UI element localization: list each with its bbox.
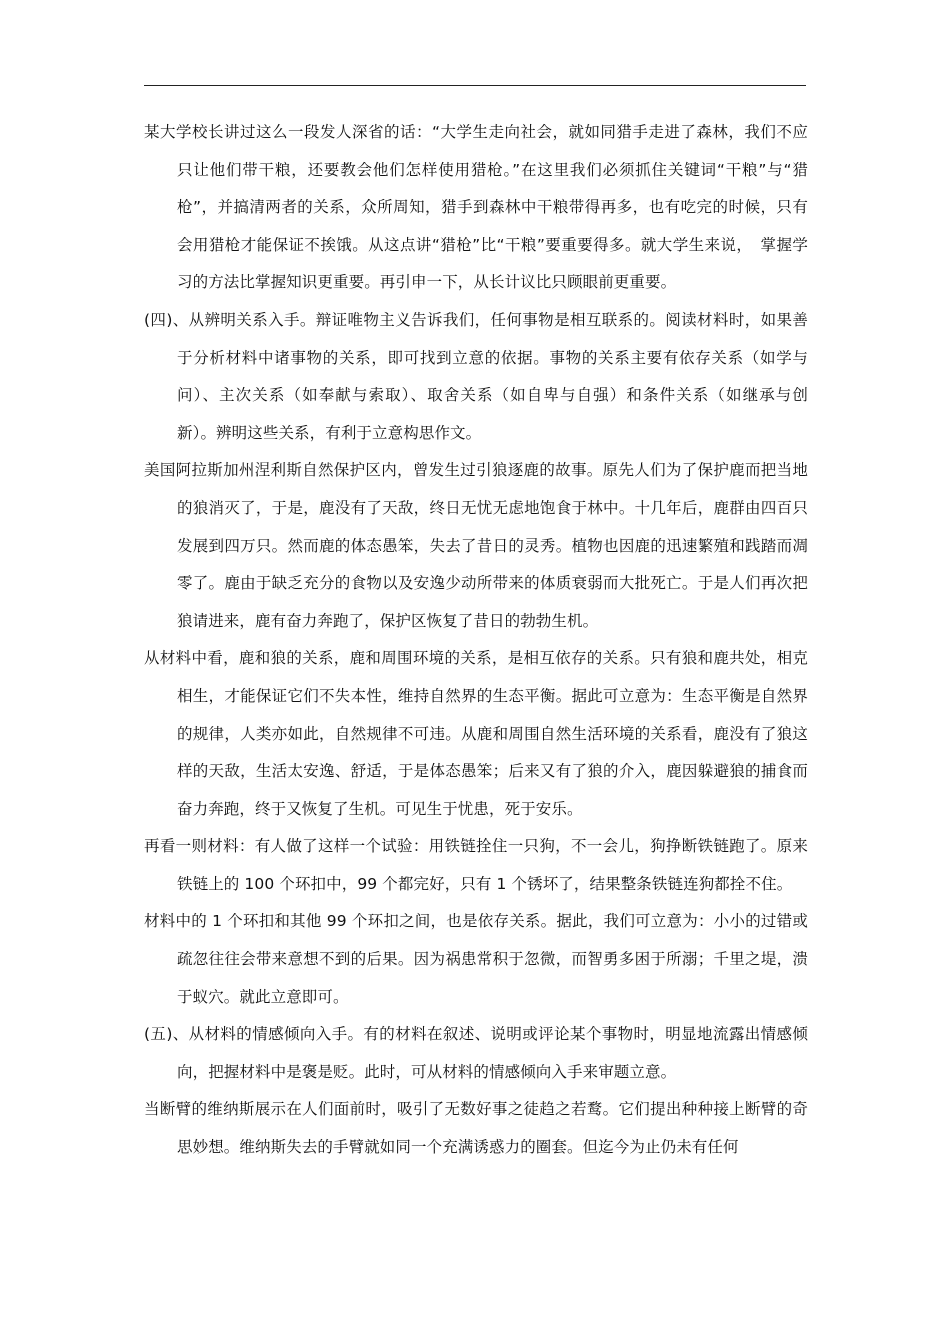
paragraph-wolf-deer-analysis: 从材料中看，鹿和狼的关系，鹿和周围环境的关系，是相互依存的关系。只有狼和鹿共处，相克相生，才能保证它们不失本性，维持自然界的生态平衡。据此可立意为：生态平衡是自然界的规律，人类亦如此，自然规律不可违。从鹿和周围自然生活环境的关系看，鹿没有了狼这样的天敌，生活太安逸、舒适，于是体态愚笨；后来又有了狼的介入，鹿因躲避狼的捕食而奋力奔跑，终于又恢复了生机。可见生于忧患，死于安乐。 — [144, 649, 808, 818]
paragraph-wolf-deer-story: 美国阿拉斯加州涅利斯自然保护区内，曾发生过引狼逐鹿的故事。原先人们为了保护鹿而把当地的狼消灭了，于是，鹿没有了天敌，终日无忧无虑地饱食于林中。十几年后，鹿群由四百只发展到四万只。然而鹿的体态愚笨，失去了昔日的灵秀。植物也因鹿的迅速繁殖和践踏而凋零了。鹿由于缺乏充分的食物以及安逸少动所带来的体质衰弱而大批死亡。于是人们再次把狼请进来，鹿有奋力奔跑了，保护区恢复了昔日的勃勃生机。 — [144, 461, 808, 630]
document-body — [144, 114, 824, 1167]
paragraph-hunter-analogy: 某大学校长讲过这么一段发人深省的话：“大学生走向社会，就如同猎手走进了森林，我们不应 只让他们带干粮，还要教会他们怎样使用猎枪。”在这里我们必须抓住关键词“干粮”与“猎枪”，并搞清两者的关系，众所周知，猎手到森林中干粮带得再多，也有吃完的时候，只有会用猎枪才能保证不挨饿。从这点讲“猎枪”比“干粮”要重要得多。就大学生来说， 掌握学习的方法比掌握知识更重要。再引申一下，从长计议比只顾眼前更重要。 — [144, 123, 824, 292]
paragraph-chain-analysis: 材料中的 1 个环扣和其他 99 个环扣之间，也是依存关系。据此，我们可立意为：小小的过错或疏忽往往会带来意想不到的后果。因为祸患常积于忽微，而智勇多困于所溺；千里之堤，溃于蚁穴。就此立意即可。 — [144, 912, 808, 1006]
paragraph-venus-material: 当断臂的维纳斯展示在人们面前时，吸引了无数好事之徒趋之若鹜。它们提出种种接上断臂的奇思妙想。维纳斯失去的手臂就如同一个充满诱惑力的圈套。但迄今为止仍未有任何 — [144, 1100, 808, 1157]
paragraph-chain-experiment: 再看一则材料：有人做了这样一个试验：用铁链拴住一只狗，不一会儿，狗挣断铁链跑了。原来铁链上的 100 个环扣中，99 个都完好，只有 1 个锈坏了，结果整条铁链连狗都拴不住。 — [144, 837, 808, 893]
header-rule — [144, 85, 806, 86]
paragraph-section-five-emotion: (五)、从材料的情感倾向入手。有的材料在叙述、说明或评论某个事物时，明显地流露出情感倾向，把握材料中是褒是贬。此时，可从材料的情感倾向入手来审题立意。 — [144, 1025, 808, 1081]
paragraph-section-four-relations: (四)、从辨明关系入手。辩证唯物主义告诉我们，任何事物是相互联系的。阅读材料时，如果善于分析材料中诸事物的关系，即可找到立意的依据。事物的关系主要有依存关系（如学与问）、主次关系（如奉献与索取）、取舍关系（如自卑与自强）和条件关系（如继承与创新）。辨明这些关系，有利于立意构思作文。 — [144, 310, 808, 442]
